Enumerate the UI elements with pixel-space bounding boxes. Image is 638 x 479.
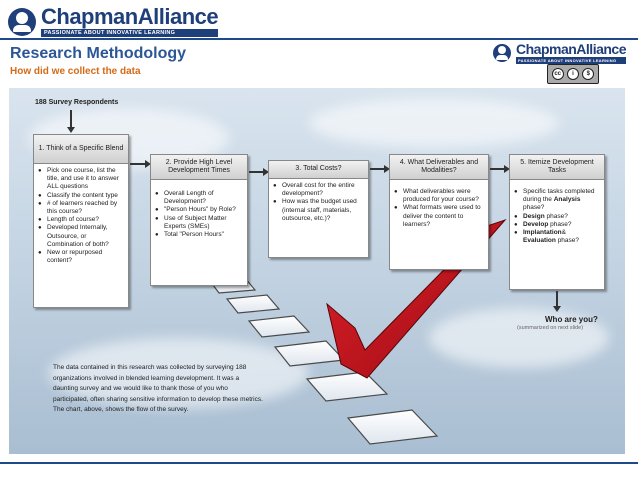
step-4-item: ● What deliverables were produced for your course? bbox=[394, 188, 484, 204]
step-5-card bbox=[509, 154, 605, 290]
step-3-item: ● Overall cost for the entire development? bbox=[273, 182, 364, 198]
step-1-item: ● Classify the content type bbox=[38, 192, 124, 200]
step-1-item: ● # of learners reached by this course? bbox=[38, 200, 124, 216]
step-2-item: ● Total "Person Hours" bbox=[155, 231, 243, 239]
brand-logo-small bbox=[493, 42, 626, 64]
arrow-right-icon bbox=[249, 171, 264, 173]
arrow-down-icon bbox=[556, 291, 558, 307]
brand-name-small: ChapmanAlliance bbox=[516, 41, 626, 57]
arrow-right-icon bbox=[370, 168, 385, 170]
slide-subtitle: How did we collect the data bbox=[10, 66, 141, 77]
step-2-item: ● Use of Subject Matter Experts (SMEs) bbox=[155, 215, 243, 231]
step-1-item: ● Developed Internally, Outsource, or Combination of both? bbox=[38, 224, 124, 249]
step-3-title: 3. Total Costs? bbox=[269, 161, 368, 179]
arrow-down-icon bbox=[70, 110, 72, 128]
track-tile bbox=[275, 341, 344, 366]
brand-person-icon bbox=[8, 8, 36, 36]
step-5-item: ● Design phase? bbox=[514, 213, 600, 221]
brand-logo bbox=[8, 6, 218, 37]
step-2-item: ● Overall Length of Development? bbox=[155, 190, 243, 206]
step-5-title: 5. Itemize Development Tasks bbox=[510, 155, 604, 180]
step-5-item: ● Develop phase? bbox=[514, 221, 600, 229]
brand-tagline-small: PASSIONATE ABOUT INNOVATIVE LEARNING bbox=[516, 57, 626, 64]
arrow-right-icon bbox=[130, 163, 146, 165]
brand-person-icon-small bbox=[493, 44, 511, 62]
respondents-label: 188 Survey Respondents bbox=[35, 99, 119, 106]
step-2-title: 2. Provide High Level Development Times bbox=[151, 155, 247, 180]
step-4-item: ● What formats were used to deliver the content to learners? bbox=[394, 204, 484, 229]
step-4-title: 4. What Deliverables and Modalities? bbox=[390, 155, 488, 180]
header-rule bbox=[0, 38, 638, 40]
track-tile bbox=[348, 410, 437, 444]
phase-analysis: Analysis bbox=[553, 196, 581, 204]
step-1-item: ● Pick one course, list the title, and use it to answer ALL questions bbox=[38, 167, 124, 192]
phase-develop: Develop bbox=[523, 220, 549, 228]
step-2-card bbox=[150, 154, 248, 286]
who-are-you-label: Who are you? bbox=[545, 315, 598, 324]
step-5-item: ● Specific tasks completed during the Analysis phase? bbox=[514, 188, 600, 213]
step-1-item: ● Length of course? bbox=[38, 216, 124, 224]
step-3-item: ● How was the budget used (internal staff, materials, outsource, etc.)? bbox=[273, 198, 364, 223]
step-1-item: ● New or repurposed content? bbox=[38, 249, 124, 265]
noncommercial-icon: $ bbox=[582, 68, 594, 80]
who-are-you-note: (summarized on next slide) bbox=[517, 325, 584, 331]
attribution-icon: i bbox=[567, 68, 579, 80]
step-1-title: 1. Think of a Specific Blend bbox=[34, 135, 128, 164]
track-tile bbox=[227, 295, 279, 313]
phase-design: Design bbox=[523, 212, 545, 220]
brand-tagline: PASSIONATE ABOUT INNOVATIVE LEARNING bbox=[41, 29, 218, 37]
step-4-card bbox=[389, 154, 489, 270]
step-1-card bbox=[33, 134, 129, 308]
footer-rule bbox=[0, 462, 638, 464]
arrow-right-icon bbox=[490, 168, 505, 170]
track-tile bbox=[249, 316, 309, 337]
step-3-card bbox=[268, 160, 369, 258]
brand-name: ChapmanAlliance bbox=[41, 4, 219, 29]
phase-implantation: Implantation bbox=[523, 229, 562, 237]
phase-evaluation: Evaluation bbox=[523, 237, 556, 245]
step-2-item: ● "Person Hours" by Role? bbox=[155, 206, 243, 214]
methodology-note: The data contained in this research was collected by surveying 188 organizations involved in blended learning development. It was a daunting survey and we would like to thank those of you who participated, often sharing sensitive information to develop these metrics. The chart, above, shows the flow of the survey. bbox=[53, 364, 263, 413]
step-5-item: ● Implantation& Evaluation phase? bbox=[514, 229, 600, 245]
cc-icon: cc bbox=[552, 68, 564, 80]
creative-commons-badge[interactable] bbox=[547, 64, 599, 84]
slide-title: Research Methodology bbox=[10, 45, 187, 62]
track-tile bbox=[307, 372, 387, 401]
